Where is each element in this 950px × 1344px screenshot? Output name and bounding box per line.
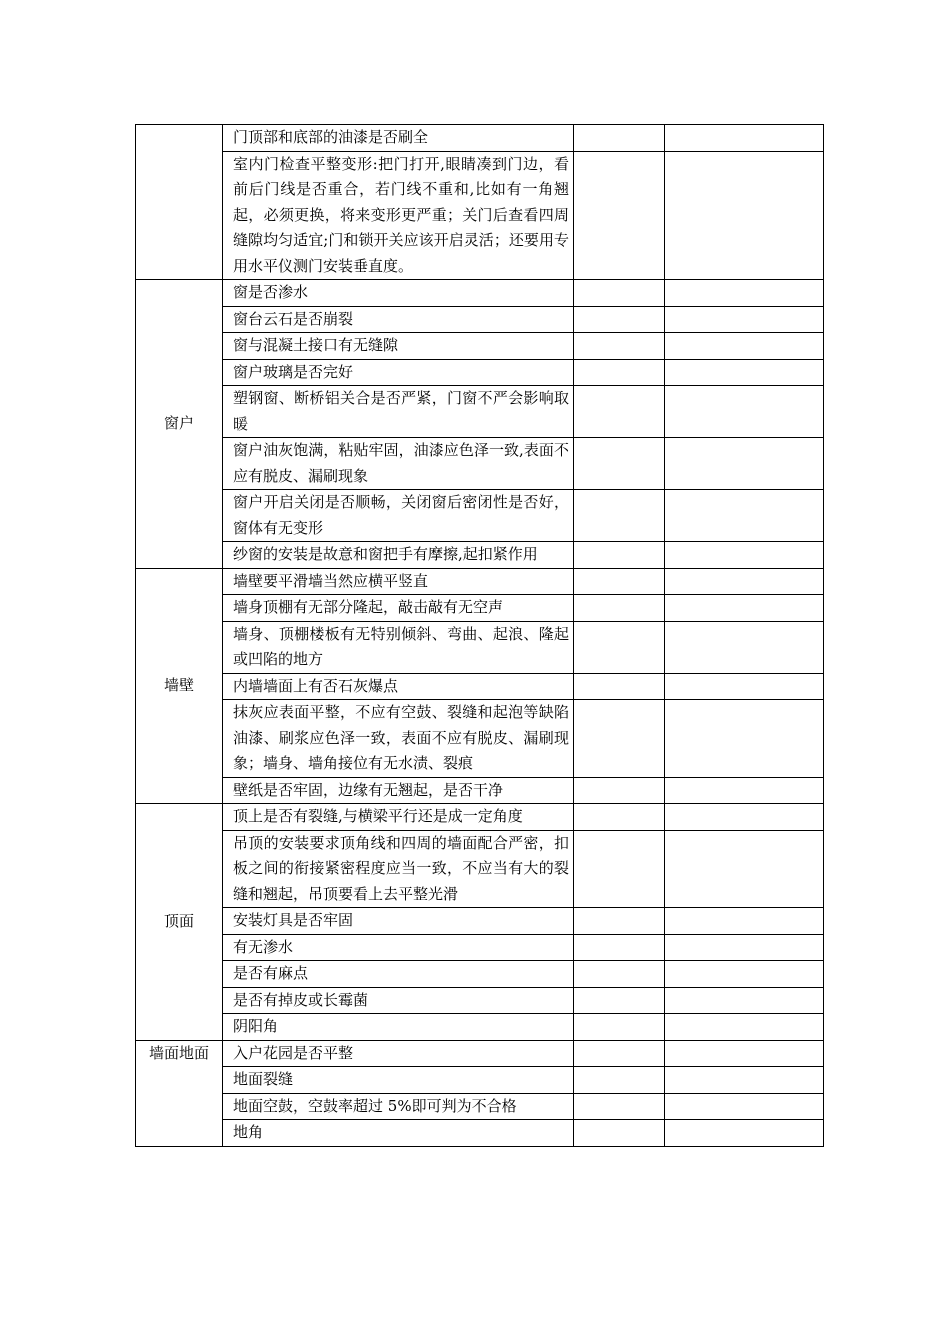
check-item-cell: 墙壁要平滑墙当然应横平竖直 xyxy=(223,568,574,595)
table-row xyxy=(136,386,824,438)
table-row xyxy=(136,621,824,673)
table-row xyxy=(136,1120,824,1147)
remark-cell[interactable] xyxy=(665,700,824,778)
result-cell[interactable] xyxy=(574,1014,665,1041)
check-item-cell: 墙身顶棚有无部分隆起，敲击敲有无空声 xyxy=(223,595,574,622)
category-cell xyxy=(136,125,223,280)
remark-cell[interactable] xyxy=(665,568,824,595)
result-cell[interactable] xyxy=(574,359,665,386)
check-item-cell: 阴阳角 xyxy=(223,1014,574,1041)
result-cell[interactable] xyxy=(574,1120,665,1147)
table-row xyxy=(136,673,824,700)
table-row xyxy=(136,1014,824,1041)
result-cell[interactable] xyxy=(574,934,665,961)
result-cell[interactable] xyxy=(574,700,665,778)
check-item-cell: 窗是否渗水 xyxy=(223,280,574,307)
check-item-cell: 抹灰应表面平整，不应有空鼓、裂缝和起泡等缺陷油漆、刷浆应色泽一致，表面不应有脱皮、漏刷现象；墙身、墙角接位有无水渍、裂痕 xyxy=(223,700,574,778)
remark-cell[interactable] xyxy=(665,595,824,622)
result-cell[interactable] xyxy=(574,595,665,622)
check-item-cell: 安装灯具是否牢固 xyxy=(223,908,574,935)
result-cell[interactable] xyxy=(574,306,665,333)
result-cell[interactable] xyxy=(574,151,665,280)
check-item-cell: 吊顶的安装要求顶角线和四周的墙面配合严密，扣板之间的衔接紧密程度应当一致，不应当有大的裂缝和翘起，吊顶要看上去平整光滑 xyxy=(223,830,574,908)
remark-cell[interactable] xyxy=(665,1093,824,1120)
check-item-cell: 有无渗水 xyxy=(223,934,574,961)
remark-cell[interactable] xyxy=(665,359,824,386)
table-row xyxy=(136,777,824,804)
remark-cell[interactable] xyxy=(665,673,824,700)
remark-cell[interactable] xyxy=(665,934,824,961)
table-row xyxy=(136,151,824,280)
remark-cell[interactable] xyxy=(665,777,824,804)
result-cell[interactable] xyxy=(574,280,665,307)
result-cell[interactable] xyxy=(574,1040,665,1067)
table-row xyxy=(136,280,824,307)
remark-cell[interactable] xyxy=(665,830,824,908)
result-cell[interactable] xyxy=(574,961,665,988)
check-item-cell: 塑钢窗、断桥铝关合是否严紧，门窗不严会影响取暖 xyxy=(223,386,574,438)
result-cell[interactable] xyxy=(574,1093,665,1120)
check-item-cell: 地角 xyxy=(223,1120,574,1147)
result-cell[interactable] xyxy=(574,386,665,438)
check-item-cell: 门顶部和底部的油漆是否刷全 xyxy=(223,125,574,152)
remark-cell[interactable] xyxy=(665,804,824,831)
table-row xyxy=(136,830,824,908)
check-item-cell: 壁纸是否牢固，边缘有无翘起，是否干净 xyxy=(223,777,574,804)
result-cell[interactable] xyxy=(574,621,665,673)
remark-cell[interactable] xyxy=(665,961,824,988)
category-cell: 顶面 xyxy=(136,804,223,1041)
check-item-cell: 窗户开启关闭是否顺畅，关闭窗后密闭性是否好，窗体有无变形 xyxy=(223,490,574,542)
table-row xyxy=(136,934,824,961)
table-row xyxy=(136,542,824,569)
category-cell: 墙壁 xyxy=(136,568,223,804)
result-cell[interactable] xyxy=(574,987,665,1014)
remark-cell[interactable] xyxy=(665,490,824,542)
inspection-table xyxy=(135,124,824,1147)
table-row xyxy=(136,490,824,542)
remark-cell[interactable] xyxy=(665,542,824,569)
result-cell[interactable] xyxy=(574,542,665,569)
table-row xyxy=(136,700,824,778)
result-cell[interactable] xyxy=(574,830,665,908)
table-row xyxy=(136,804,824,831)
result-cell[interactable] xyxy=(574,673,665,700)
remark-cell[interactable] xyxy=(665,125,824,152)
remark-cell[interactable] xyxy=(665,908,824,935)
table-row xyxy=(136,1067,824,1094)
check-item-cell: 纱窗的安装是故意和窗把手有摩擦,起扣紧作用 xyxy=(223,542,574,569)
table-row xyxy=(136,333,824,360)
remark-cell[interactable] xyxy=(665,306,824,333)
result-cell[interactable] xyxy=(574,568,665,595)
result-cell[interactable] xyxy=(574,333,665,360)
result-cell[interactable] xyxy=(574,1067,665,1094)
check-item-cell: 地面空鼓，空鼓率超过 5%即可判为不合格 xyxy=(223,1093,574,1120)
check-item-cell: 入户花园是否平整 xyxy=(223,1040,574,1067)
remark-cell[interactable] xyxy=(665,1120,824,1147)
remark-cell[interactable] xyxy=(665,333,824,360)
remark-cell[interactable] xyxy=(665,438,824,490)
check-item-cell: 内墙墙面上有否石灰爆点 xyxy=(223,673,574,700)
table-row xyxy=(136,987,824,1014)
check-item-cell: 是否有麻点 xyxy=(223,961,574,988)
table-row xyxy=(136,306,824,333)
result-cell[interactable] xyxy=(574,804,665,831)
table-row xyxy=(136,125,824,152)
check-item-cell: 窗户油灰饱满，粘贴牢固，油漆应色泽一致,表面不应有脱皮、漏刷现象 xyxy=(223,438,574,490)
result-cell[interactable] xyxy=(574,490,665,542)
table-row xyxy=(136,961,824,988)
result-cell[interactable] xyxy=(574,125,665,152)
remark-cell[interactable] xyxy=(665,280,824,307)
table-row xyxy=(136,595,824,622)
remark-cell[interactable] xyxy=(665,987,824,1014)
check-item-cell: 是否有掉皮或长霉菌 xyxy=(223,987,574,1014)
remark-cell[interactable] xyxy=(665,1067,824,1094)
category-cell: 窗户 xyxy=(136,280,223,569)
check-item-cell: 室内门检查平整变形:把门打开,眼睛凑到门边，看前后门线是否重合，若门线不重和,比如有一角翘起，必须更换，将来变形更严重；关门后查看四周缝隙均匀适宜;门和锁开关应该开启灵活；还要用专用水平仪测门安装垂直度。 xyxy=(223,151,574,280)
inspection-table-body xyxy=(136,125,824,1147)
table-row xyxy=(136,1040,824,1067)
table-row xyxy=(136,359,824,386)
check-item-cell: 窗与混凝土接口有无缝隙 xyxy=(223,333,574,360)
result-cell[interactable] xyxy=(574,777,665,804)
table-row xyxy=(136,438,824,490)
remark-cell[interactable] xyxy=(665,386,824,438)
result-cell[interactable] xyxy=(574,438,665,490)
remark-cell[interactable] xyxy=(665,151,824,280)
remark-cell[interactable] xyxy=(665,1040,824,1067)
table-row xyxy=(136,1093,824,1120)
result-cell[interactable] xyxy=(574,908,665,935)
table-row xyxy=(136,568,824,595)
check-item-cell: 顶上是否有裂缝,与横梁平行还是成一定角度 xyxy=(223,804,574,831)
check-item-cell: 墙身、顶棚楼板有无特别倾斜、弯曲、起浪、隆起或凹陷的地方 xyxy=(223,621,574,673)
table-row xyxy=(136,908,824,935)
check-item-cell: 窗台云石是否崩裂 xyxy=(223,306,574,333)
check-item-cell: 窗户玻璃是否完好 xyxy=(223,359,574,386)
category-cell: 墙面地面 xyxy=(136,1040,223,1146)
remark-cell[interactable] xyxy=(665,1014,824,1041)
check-item-cell: 地面裂缝 xyxy=(223,1067,574,1094)
remark-cell[interactable] xyxy=(665,621,824,673)
